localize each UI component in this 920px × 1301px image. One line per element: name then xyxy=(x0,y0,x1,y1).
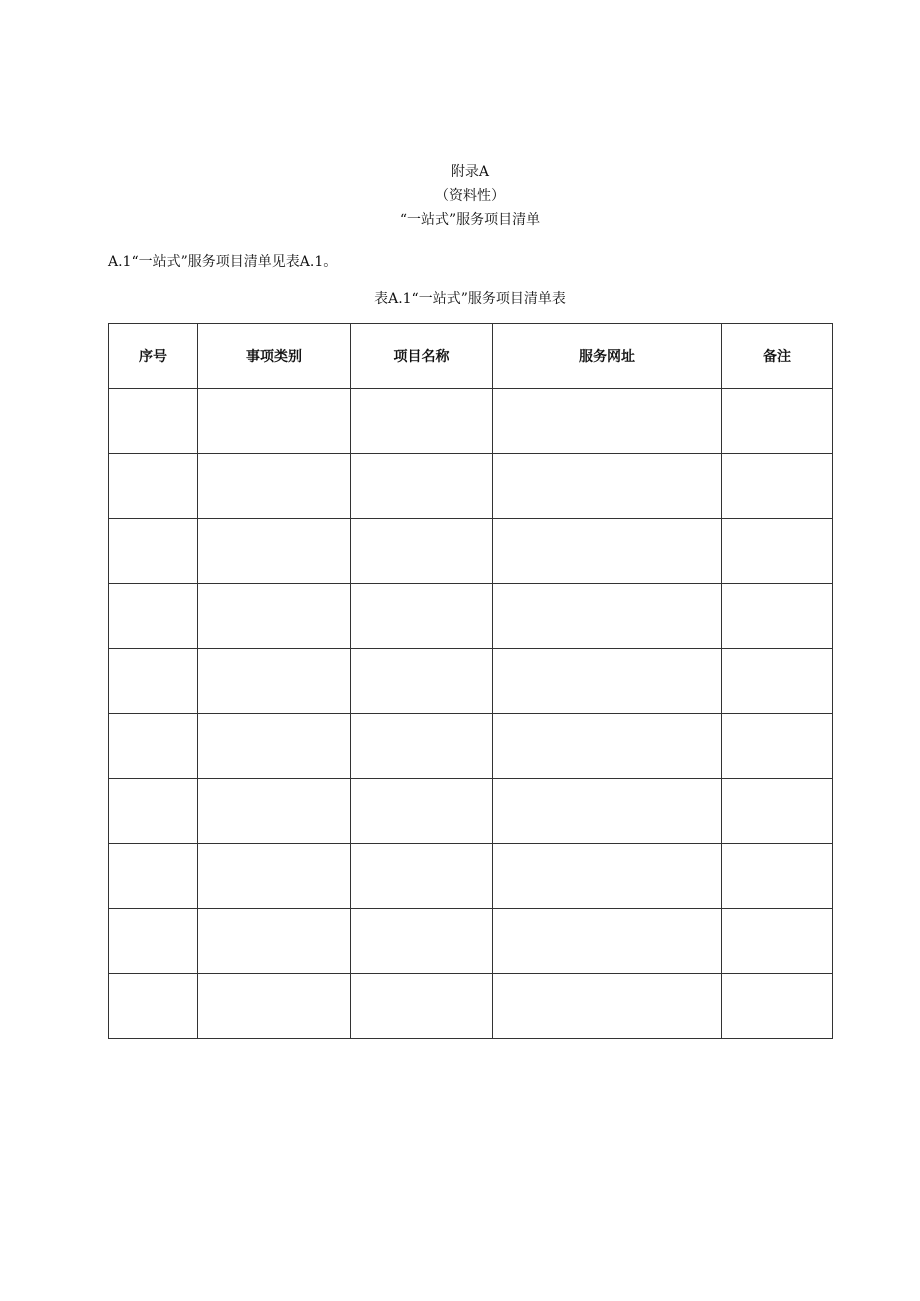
table-cell xyxy=(351,909,493,974)
table-cell xyxy=(493,389,722,454)
table-cell xyxy=(722,389,833,454)
table-cell xyxy=(493,649,722,714)
table-row xyxy=(109,909,833,974)
header-project-name: 项目名称 xyxy=(351,324,493,389)
table-cell xyxy=(109,779,198,844)
table-cell xyxy=(351,714,493,779)
table-cell xyxy=(198,909,351,974)
table-row xyxy=(109,844,833,909)
table-cell xyxy=(198,454,351,519)
table-cell xyxy=(198,779,351,844)
table-cell xyxy=(493,909,722,974)
table-row xyxy=(109,649,833,714)
table-cell xyxy=(198,649,351,714)
table-row xyxy=(109,454,833,519)
table-cell xyxy=(109,584,198,649)
appendix-nature: （资料性） xyxy=(435,188,505,204)
table-cell xyxy=(109,974,198,1039)
table-cell xyxy=(109,389,198,454)
table-caption: 表A.1“一站式”服务项目清单表 xyxy=(374,291,566,307)
table-cell xyxy=(493,519,722,584)
table-cell xyxy=(722,844,833,909)
table-cell xyxy=(198,584,351,649)
table-cell xyxy=(109,519,198,584)
table-cell xyxy=(351,974,493,1039)
table-cell xyxy=(109,844,198,909)
table-cell xyxy=(722,974,833,1039)
table-cell xyxy=(493,584,722,649)
table-row xyxy=(109,389,833,454)
table-cell xyxy=(198,389,351,454)
table-cell xyxy=(109,649,198,714)
table-cell xyxy=(722,909,833,974)
table-row xyxy=(109,519,833,584)
table-cell xyxy=(722,714,833,779)
table-cell xyxy=(198,844,351,909)
table-cell xyxy=(493,844,722,909)
intro-paragraph: A.1“一站式”服务项目清单见表A.1。 xyxy=(108,254,338,270)
table-cell xyxy=(351,584,493,649)
table-cell xyxy=(722,649,833,714)
table-cell xyxy=(351,519,493,584)
table-cell xyxy=(198,714,351,779)
table-cell xyxy=(722,584,833,649)
table-row xyxy=(109,779,833,844)
header-item-category: 事项类别 xyxy=(198,324,351,389)
table-cell xyxy=(351,844,493,909)
table-cell xyxy=(198,974,351,1039)
header-remarks: 备注 xyxy=(722,324,833,389)
table-cell xyxy=(351,779,493,844)
table-cell xyxy=(351,389,493,454)
table-header-row xyxy=(109,324,833,389)
appendix-title: 附录A xyxy=(450,164,490,180)
service-items-table xyxy=(108,323,833,1039)
table-cell xyxy=(493,454,722,519)
table-row xyxy=(109,584,833,649)
table-cell xyxy=(351,454,493,519)
table-cell xyxy=(722,779,833,844)
appendix-subtitle: “一站式”服务项目清单 xyxy=(399,212,541,228)
table-cell xyxy=(493,974,722,1039)
table-cell xyxy=(722,519,833,584)
header-serial-number: 序号 xyxy=(109,324,198,389)
table-cell xyxy=(198,519,351,584)
table-row xyxy=(109,974,833,1039)
table-body xyxy=(109,389,833,1039)
table-cell xyxy=(493,714,722,779)
table-cell xyxy=(722,454,833,519)
table-cell xyxy=(109,909,198,974)
table-cell xyxy=(109,454,198,519)
table-row xyxy=(109,714,833,779)
table-cell xyxy=(351,649,493,714)
table-cell xyxy=(493,779,722,844)
appendix-header xyxy=(0,160,920,232)
header-service-url: 服务网址 xyxy=(493,324,722,389)
table-cell xyxy=(109,714,198,779)
